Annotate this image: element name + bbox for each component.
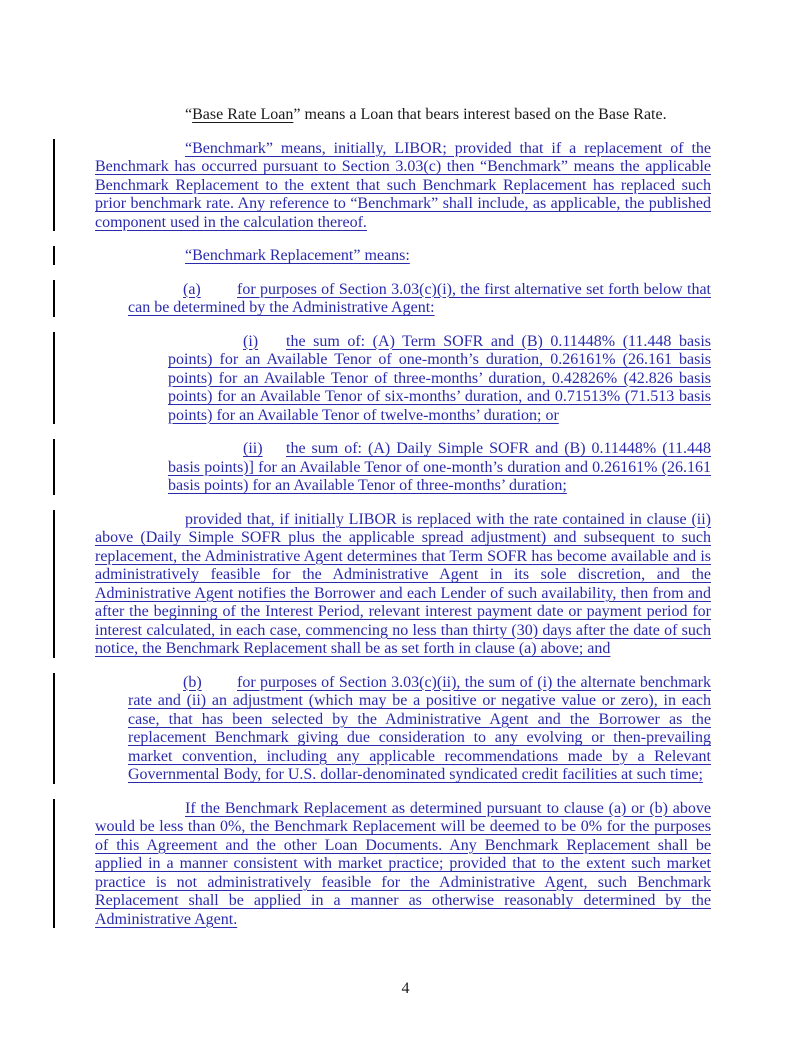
paragraph-clause-a-ii — [168, 440, 711, 496]
page-number: 4 — [401, 980, 410, 997]
paragraph-text: for purposes of Section 3.03(c)(i), the first alternative set forth below that can be determined by the Administrative Agent: — [128, 280, 711, 316]
document-body — [95, 106, 711, 929]
clause-label-a — [183, 281, 237, 300]
paragraph-benchmark-definition — [95, 140, 711, 233]
paragraph-text: “Benchmark Replacement” means: — [185, 247, 410, 264]
paragraph-clause-b — [128, 674, 711, 785]
paragraph-benchmark-replacement-means — [95, 247, 711, 266]
paragraph-text: “Benchmark” means, initially, LIBOR; provided that if a replacement of the Benchmark has occurred pursuant to Section 3.03(c) then “Benchmark” means the applicable Benchmark Replacement to the extent that such Benchmark Replacement has replaced such prior benchmark rate. Any reference to “Benchmark” shall include, as applicable, the published component used in the calculation thereof. — [95, 139, 711, 231]
clause-label-i — [243, 333, 286, 352]
paragraph-benchmark-floor — [95, 800, 711, 930]
defined-term-base-rate-loan: Base Rate Loan — [192, 106, 294, 123]
paragraph-text: “ — [185, 106, 193, 123]
paragraph-clause-a-i — [168, 333, 711, 426]
clause-label-text: (i) — [243, 332, 259, 350]
paragraph-base-rate-loan — [95, 106, 711, 125]
paragraph-text: the sum of: (A) Daily Simple SOFR and (B) 0.11448% (11.448 basis points)] for an Available Tenor of one-month’s duration and 0.26161% (26.161 basis points) for an Available Tenor of three-months’ duration; — [168, 440, 711, 494]
clause-label-b — [183, 674, 237, 693]
paragraph-clause-a — [128, 281, 711, 318]
paragraph-text: for purposes of Section 3.03(c)(ii), the sum of (i) the alternate benchmark rate and (ii) an adjustment (which may be a positive or negative value or zero), in each case, that has been selected by the Administrative Agent and the Borrower as the replacement Benchmark giving due consideration to any evolving or then-prevailing market convention, including any applicable recommendations made by a Relevant Governmental Body, for U.S. dollar-denominated syndicated credit facilities at such time; — [128, 673, 711, 783]
paragraph-text: the sum of: (A) Term SOFR and (B) 0.11448% (11.448 basis points) for an Available Tenor of one-month’s duration, 0.26161% (26.161 basis points) for an Available Tenor of three-months’ duration, 0.42826% (42.826 basis points) for an Available Tenor of six-months’ duration, and 0.71513% (71.513 basis points) for an Available Tenor of twelve-months’ duration; or — [168, 332, 711, 424]
paragraph-text: If the Benchmark Replacement as determined pursuant to clause (a) or (b) above would be less than 0%, the Benchmark Replacement will be deemed to be 0% for the purposes of this Agreement and the other Loan Documents. Any Benchmark Replacement shall be applied in a manner consistent with market practice; provided that to the extent such market practice is not administratively feasible for the Administrative Agent, such Benchmark Replacement shall be applied in a manner as otherwise reasonably determined by the Administrative Agent. — [95, 799, 711, 928]
clause-label-ii — [243, 440, 286, 459]
paragraph-text: provided that, if initially LIBOR is replaced with the rate contained in clause (ii) above (Daily Simple SOFR plus the applicable spread adjustment) and subsequent to such replacement, the Administrative Agent determines that Term SOFR has become available and is administratively feasible for the Administrative Agent in its sole discretion, and the Administrative Agent notifies the Borrower and each Lender of such availability, then from and after the beginning of the Interest Period, relevant interest payment date or payment period for interest calculated, in each case, commencing no less than thirty (30) days after the date of such notice, the Benchmark Replacement shall be as set forth in clause (a) above; and — [95, 510, 711, 657]
clause-label-text: (a) — [183, 280, 201, 298]
paragraph-provided-that — [95, 511, 711, 659]
paragraph-text: ” means a Loan that bears interest based on the Base Rate. — [293, 106, 667, 123]
clause-label-text: (ii) — [243, 440, 263, 457]
clause-label-text: (b) — [183, 673, 202, 691]
